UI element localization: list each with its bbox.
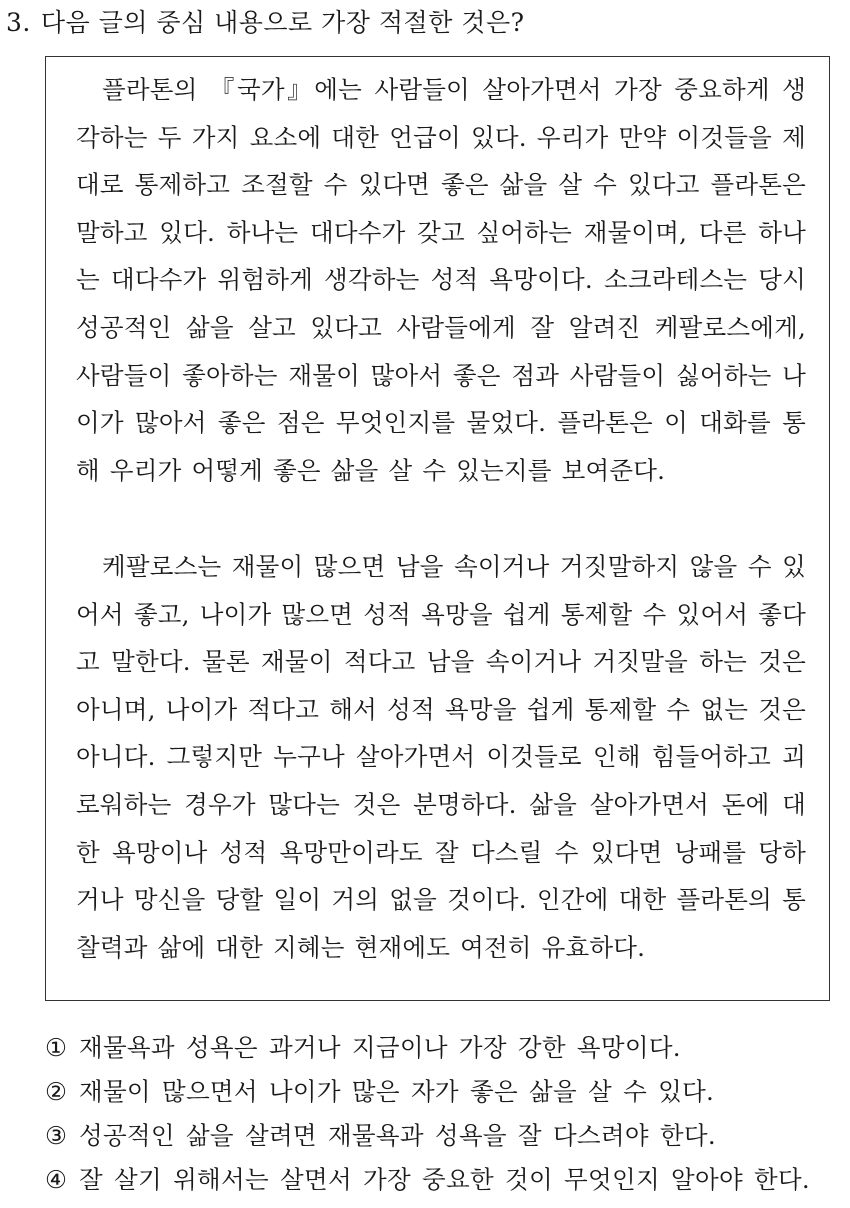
- option-marker-1: ①: [45, 1033, 68, 1062]
- answer-option-2[interactable]: [45, 1070, 810, 1114]
- option-marker-2: ②: [45, 1077, 68, 1106]
- question-stem: [6, 6, 525, 40]
- answer-option-1[interactable]: [45, 1026, 810, 1070]
- option-text-3: 성공적인 삶을 살려면 재물욕과 성욕을 잘 다스려야 한다.: [79, 1121, 716, 1150]
- question-number: 3.: [6, 8, 31, 37]
- option-text-4: 잘 살기 위해서는 살면서 가장 중요한 것이 무엇인지 알아야 한다.: [79, 1165, 811, 1194]
- option-text-2: 재물이 많으면서 나이가 많은 자가 좋은 삶을 살 수 있다.: [79, 1077, 715, 1106]
- option-marker-3: ③: [45, 1121, 68, 1150]
- answer-option-4[interactable]: [45, 1158, 810, 1202]
- passage-paragraph-1: 플라톤의 『국가』에는 사람들이 살아가면서 가장 중요하게 생각하는 두 가지 요소에 대한 언급이 있다. 우리가 만약 이것들을 제대로 통제하고 조절할 수 있다면 좋은 삶을 살 수 있다고 플라톤은 말하고 있다. 하나는 대다수가 갖고 싶어하는 재물이며, 다른 하나는 대다수가 위험하게 생각하는 성적 욕망이다. 소크라테스는 당시 성공적인 삶을 살고 있다고 사람들에게 잘 알려진 케팔로스에게, 사람들이 좋아하는 재물이 많아서 좋은 점과 사람들이 싫어하는 나이가 많아서 좋은 점은 무엇인지를 물었다. 플라톤은 이 대화를 통해 우리가 어떻게 좋은 삶을 살 수 있는지를 보여준다.: [76, 75, 806, 485]
- question-text: 다음 글의 중심 내용으로 가장 적절한 것은?: [40, 8, 525, 37]
- option-marker-4: ④: [45, 1165, 68, 1194]
- answer-options: [45, 1026, 810, 1202]
- answer-option-3[interactable]: [45, 1114, 810, 1158]
- passage-box: [45, 56, 830, 1001]
- passage-paragraph-2: 케팔로스는 재물이 많으면 남을 속이거나 거짓말하지 않을 수 있어서 좋고, 나이가 많으면 성적 욕망을 쉽게 통제할 수 있어서 좋다고 말한다. 물론 재물이 적다고 남을 속이거나 거짓말을 하는 것은 아니며, 나이가 적다고 해서 성적 욕망을 쉽게 통제할 수 없는 것은 아니다. 그렇지만 누구나 살아가면서 이것들로 인해 힘들어하고 괴로워하는 경우가 많다는 것은 분명하다. 삶을 살아가면서 돈에 대한 욕망이나 성적 욕망만이라도 잘 다스릴 수 있다면 낭패를 당하거나 망신을 당할 일이 거의 없을 것이다. 인간에 대한 플라톤의 통찰력과 삶에 대한 지혜는 현재에도 여전히 유효하다.: [76, 552, 806, 962]
- option-text-1: 재물욕과 성욕은 과거나 지금이나 가장 강한 욕망이다.: [79, 1033, 681, 1062]
